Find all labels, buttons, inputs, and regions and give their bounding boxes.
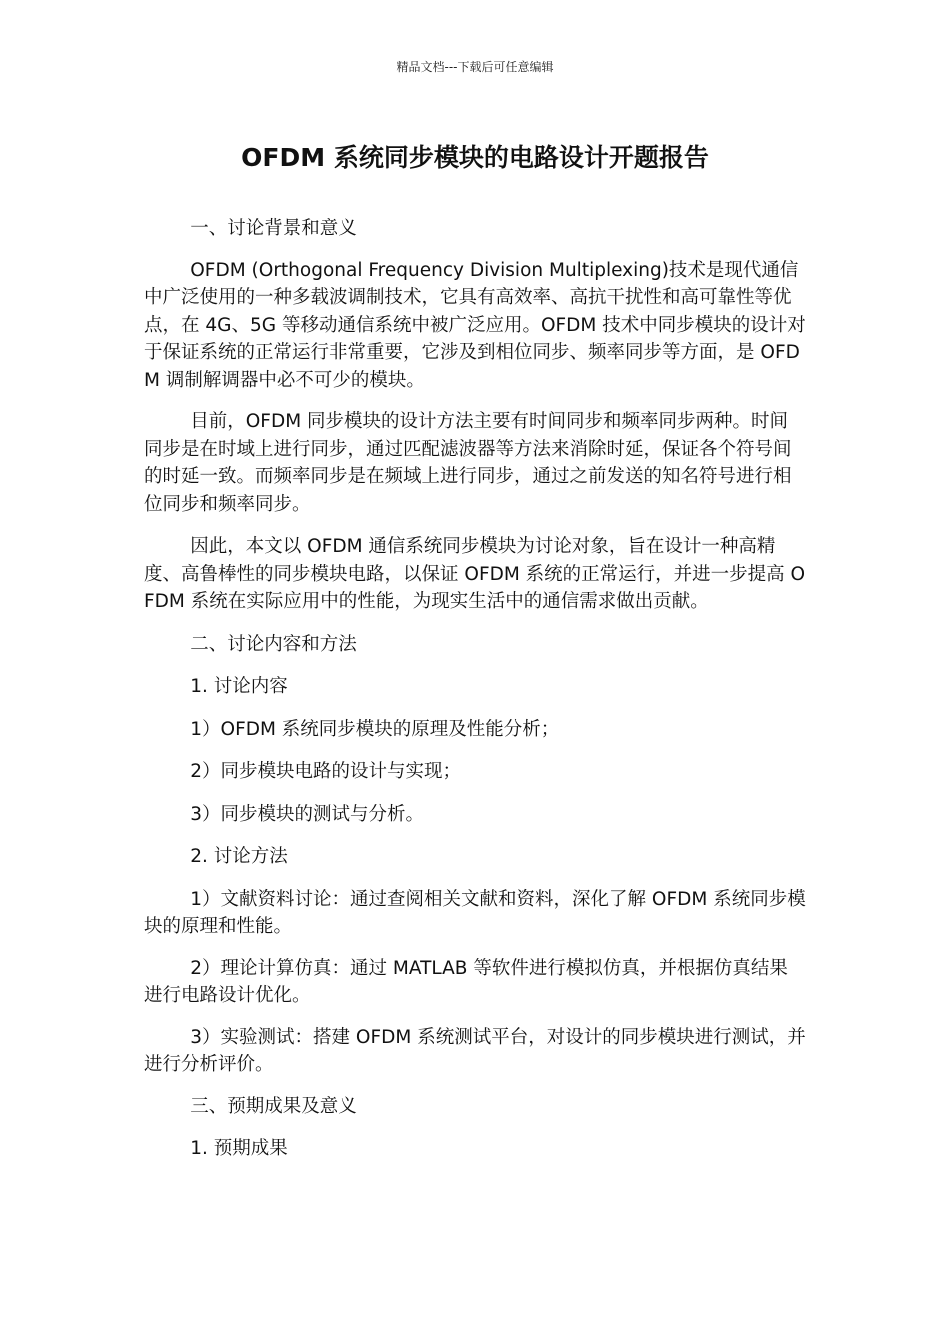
paragraph-ofdm-intro: OFDM (Orthogonal Frequency Division Multiplexing)技术是现代通信中广泛使用的一种多载波调制技术，它具有高效率、高抗干扰性和高可靠性等优点，在 4G、5G 等移动通信系统中被广泛应用。OFDM 技术中同步模块的设计对于保证系统的正常运行非常重要，它涉及到相位同步、频率同步等方面，是 OFDM 调制解调器中必不可少的模块。 — [144, 259, 806, 391]
paragraph-research-goal: 因此，本文以 OFDM 通信系统同步模块为讨论对象，旨在设计一种高精度、高鲁棒性的同步模块电路，以保证 OFDM 系统的正常运行，并进一步提高 OFDM 系统在实际应用中的性能，为现实生活中的通信需求做出贡献。 — [144, 536, 806, 612]
section-heading-expected-results: 三、预期成果及意义 — [190, 1095, 357, 1117]
paragraph-sync-methods: 目前，OFDM 同步模块的设计方法主要有时间同步和频率同步两种。时间同步是在时域上进行同步，通过匹配滤波器等方法来消除时延，保证各个符号间的时延一致。而频率同步是在频域上进行同步，通过之前发送的知名符号进行相位同步和频率同步。 — [144, 411, 792, 515]
document-title: OFDM 系统同步模块的电路设计开题报告 — [241, 143, 709, 172]
list-item-method-1: 1）文献资料讨论：通过查阅相关文献和资料，深化了解 OFDM 系统同步模块的原理和性能。 — [144, 888, 806, 937]
section-heading-content-methods: 二、讨论内容和方法 — [190, 633, 357, 655]
list-item-method-2: 2）理论计算仿真：通过 MATLAB 等软件进行模拟仿真，并根据仿真结果进行电路设计优化。 — [144, 957, 788, 1006]
document-body — [144, 215, 806, 1163]
subheading-expected-results: 1. 预期成果 — [190, 1138, 288, 1159]
list-item-content-2: 2）同步模块电路的设计与实现； — [190, 761, 462, 782]
subheading-research-content: 1. 讨论内容 — [190, 676, 288, 697]
list-item-method-3: 3）实验测试：搭建 OFDM 系统测试平台，对设计的同步模块进行测试，并进行分析评价。 — [144, 1026, 806, 1075]
header-note: 精品文档---下载后可任意编辑 — [396, 60, 554, 74]
subheading-research-methods: 2. 讨论方法 — [190, 846, 288, 867]
list-item-content-3: 3）同步模块的测试与分析。 — [190, 803, 425, 825]
list-item-content-1: 1）OFDM 系统同步模块的原理及性能分析； — [190, 718, 560, 740]
section-heading-background: 一、讨论背景和意义 — [190, 218, 357, 239]
